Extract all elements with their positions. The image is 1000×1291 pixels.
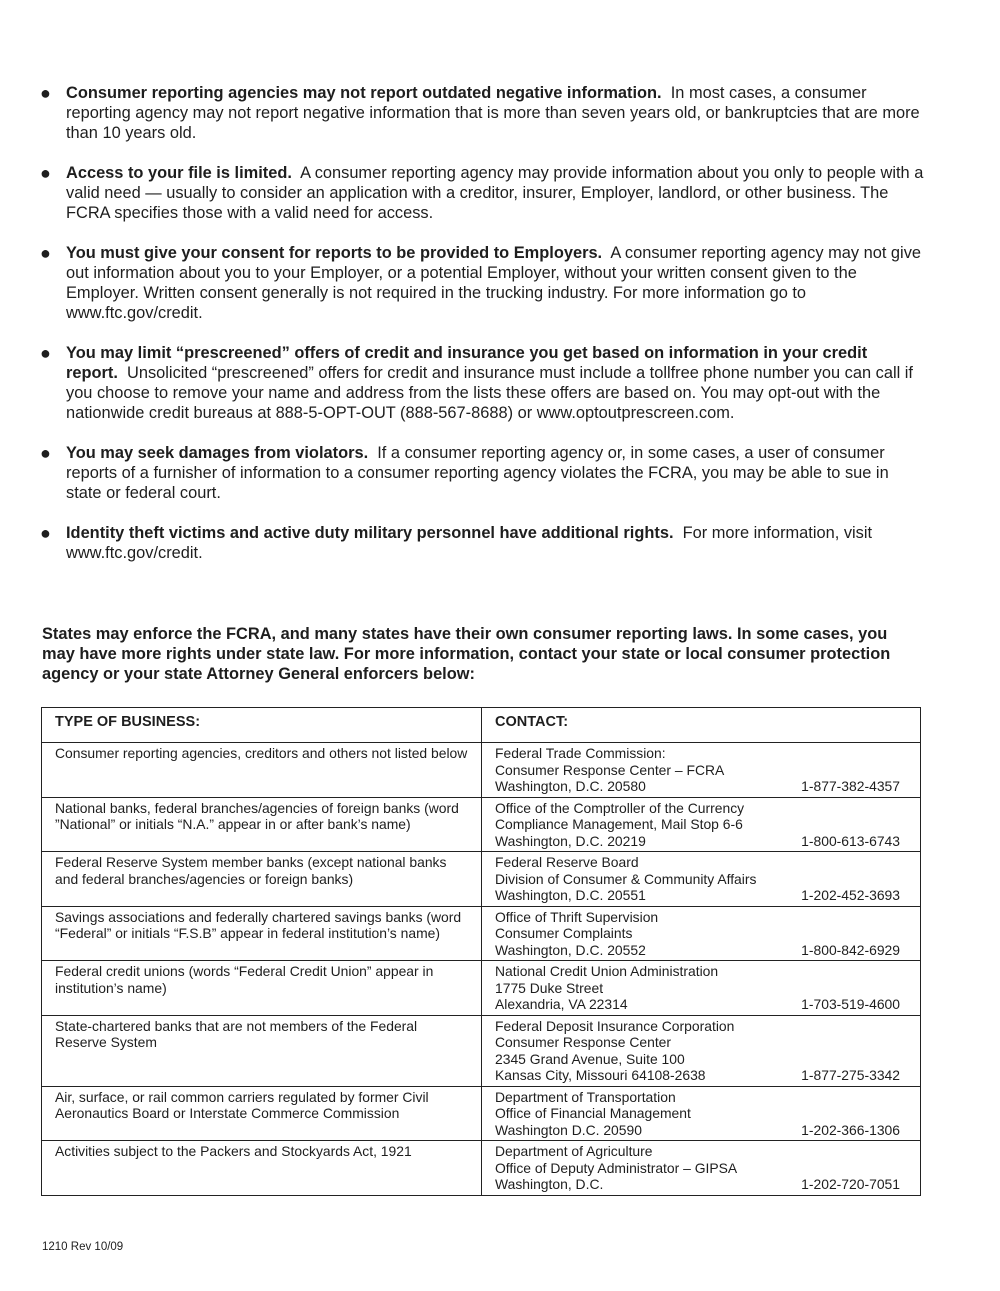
phone-number: 1-877-275-3342	[801, 1067, 900, 1083]
bullet-text: A consumer reporting agency may not give out information about you to your Employer, or a potential Employer, without your written consent given to the Employer. Written consent generally is not required in the trucking industry. For more information go to www.ftc.gov/credit.	[66, 244, 922, 322]
contact-line: Division of Consumer & Community Affairs	[495, 870, 757, 887]
list-item	[40, 83, 925, 143]
business-cell: Consumer reporting agencies, creditors and others not listed below	[42, 743, 482, 798]
contact-address: Washington, D.C.	[495, 1176, 604, 1192]
table-header-row	[42, 708, 921, 743]
contact-address: Washington, D.C. 20219	[495, 832, 646, 849]
table-row	[42, 852, 921, 907]
contact-cell	[482, 1015, 921, 1086]
bullet-icon: ●	[40, 83, 51, 103]
contact-line: Federal Deposit Insurance Corporation	[495, 1017, 735, 1034]
bullet-text: In most cases, a consumer reporting agency may not report negative information that is more than seven years old, or bankruptcies that are more than 10 years old.	[66, 84, 920, 142]
contact-header: CONTACT:	[482, 708, 921, 743]
contact-line: Federal Reserve Board	[495, 854, 639, 870]
business-cell: Federal credit unions (words “Federal Credit Union” appear in institution’s name)	[42, 961, 482, 1016]
bullet-icon: ●	[40, 523, 51, 543]
bullet-heading: You must give your consent for reports to be provided to Employers.	[66, 244, 603, 262]
contact-cell	[482, 961, 921, 1016]
bullet-icon: ●	[40, 343, 51, 363]
contact-cell	[482, 1141, 921, 1196]
table-row	[42, 1141, 921, 1196]
contact-cell	[482, 797, 921, 852]
business-cell: State-chartered banks that are not members of the Federal Reserve System	[42, 1015, 482, 1086]
agency-contact-table	[41, 707, 921, 1196]
contact-line: 2345 Grand Avenue, Suite 100	[495, 1050, 685, 1067]
bullet-icon: ●	[40, 163, 51, 183]
contact-line-with-phone	[495, 1176, 900, 1193]
contact-line: Compliance Management, Mail Stop 6-6	[495, 816, 743, 832]
phone-number: 1-877-382-4357	[801, 778, 900, 794]
business-cell: Savings associations and federally chartered savings banks (word “Federal” or initials “F.S.B” appear in federal institution’s name)	[42, 906, 482, 961]
contact-line: Department of Agriculture	[495, 1143, 653, 1159]
bullet-heading: You may limit “prescreened” offers of credit and insurance you get based on information in your credit report.	[66, 344, 868, 382]
contact-line: Office of Thrift Supervision	[495, 908, 659, 925]
contact-line-with-phone	[495, 942, 900, 959]
contact-line: Department of Transportation	[495, 1088, 676, 1105]
business-cell: Air, surface, or rail common carriers regulated by former Civil Aeronautics Board or Interstate Commerce Commission	[42, 1086, 482, 1141]
business-cell: Federal Reserve System member banks (except national banks and federal branches/agencies or foreign banks)	[42, 852, 482, 907]
contact-cell	[482, 1086, 921, 1141]
bullet-icon: ●	[40, 243, 51, 263]
table-row	[42, 1015, 921, 1086]
contact-line: Office of Deputy Administrator – GIPSA	[495, 1159, 738, 1176]
bullet-icon: ●	[40, 443, 51, 463]
contact-line: Office of Financial Management	[495, 1105, 691, 1121]
type-of-business-header: TYPE OF BUSINESS:	[42, 708, 482, 743]
contact-line: Consumer Response Center – FCRA	[495, 761, 725, 778]
list-item	[40, 243, 925, 323]
contact-address: Washington D.C. 20590	[495, 1121, 642, 1138]
phone-number: 1-202-720-7051	[801, 1176, 900, 1192]
list-item	[40, 523, 925, 563]
contact-address: Kansas City, Missouri 64108-2638	[495, 1067, 706, 1083]
contact-cell	[482, 743, 921, 798]
phone-number: 1-202-366-1306	[801, 1121, 900, 1138]
contact-cell	[482, 906, 921, 961]
table-row	[42, 797, 921, 852]
contact-line: Consumer Response Center	[495, 1034, 672, 1050]
bullet-heading: You may seek damages from violators.	[66, 444, 369, 462]
table-row	[42, 906, 921, 961]
list-item	[40, 343, 925, 423]
contact-address: Washington, D.C. 20552	[495, 941, 646, 958]
bullet-heading: Consumer reporting agencies may not report outdated negative information.	[66, 84, 662, 102]
contact-address: Washington, D.C. 20580	[495, 778, 646, 794]
bullet-text: For more information, visit www.ftc.gov/credit.	[66, 524, 873, 562]
contact-line-with-phone	[495, 833, 900, 850]
contact-address: Washington, D.C. 20551	[495, 887, 646, 903]
contact-line-with-phone	[495, 996, 900, 1013]
contact-line: 1775 Duke Street	[495, 979, 604, 996]
table-row	[42, 743, 921, 798]
phone-number: 1-800-842-6929	[801, 941, 900, 958]
form-revision-footer: 1210 Rev 10/09	[42, 1241, 124, 1253]
contact-line: Office of the Comptroller of the Currency	[495, 799, 745, 816]
bullet-text: A consumer reporting agency may provide information about you only to people with a valid need — usually to consider an application with a creditor, insurer, Employer, landlord, or other business. The FCRA specifies those with a valid need for access.	[66, 164, 924, 222]
rights-list	[40, 83, 925, 583]
contact-cell	[482, 852, 921, 907]
phone-number: 1-202-452-3693	[801, 887, 900, 903]
phone-number: 1-703-519-4600	[801, 996, 900, 1012]
list-item	[40, 443, 925, 503]
list-item	[40, 163, 925, 223]
bullet-text: Unsolicited “prescreened” offers for credit and insurance must include a tollfree phone number you can call if you choose to remove your name and address from the lists these offers are based on. You may opt-out with the nationwide credit bureaus at 888-5-OPT-OUT (888-567-8688) or www.optoutprescreen.com.	[66, 364, 913, 422]
business-cell: National banks, federal branches/agencies of foreign banks (word ”National” or initials “N.A.” appear in or after bank’s name)	[42, 797, 482, 852]
bullet-text: If a consumer reporting agency or, in some cases, a user of consumer reports of a furnisher of information to a consumer reporting agency violates the FCRA, you may be able to sue in state or federal court.	[66, 444, 889, 502]
table-row	[42, 1086, 921, 1141]
contact-line-with-phone	[495, 1122, 900, 1139]
contact-line: Federal Trade Commission:	[495, 745, 666, 761]
bullet-heading: Access to your file is limited.	[66, 164, 292, 182]
business-cell: Activities subject to the Packers and Stockyards Act, 1921	[42, 1141, 482, 1196]
table-row	[42, 961, 921, 1016]
states-notice: States may enforce the FCRA, and many states have their own consumer reporting laws. In some cases, you may have more rights under state law. For more information, contact your state or local consumer protection agency or your state Attorney General enforcers below:	[42, 625, 891, 683]
contact-line: Consumer Complaints	[495, 925, 633, 941]
contact-line-with-phone	[495, 778, 900, 795]
contact-address: Alexandria, VA 22314	[495, 996, 628, 1012]
contact-line-with-phone	[495, 887, 900, 904]
bullet-heading: Identity theft victims and active duty military personnel have additional rights.	[66, 524, 674, 542]
contact-line: National Credit Union Administration	[495, 963, 719, 979]
contact-line-with-phone	[495, 1067, 900, 1084]
phone-number: 1-800-613-6743	[801, 832, 900, 849]
